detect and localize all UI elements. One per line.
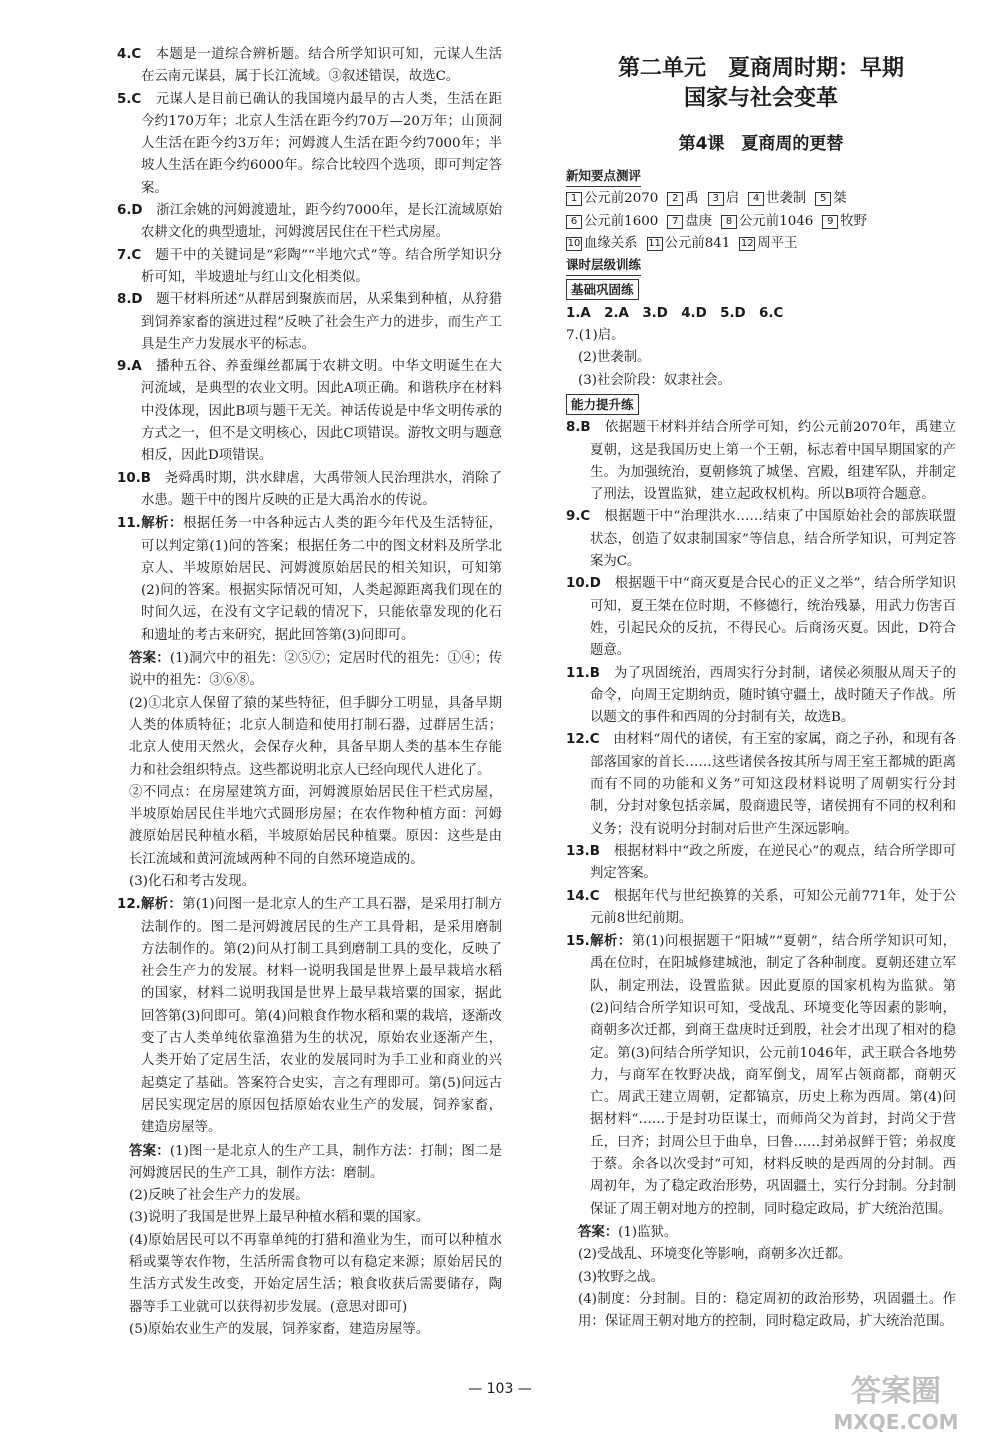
basic-answer-7-3: (3)社会阶段：奴隶社会。 bbox=[578, 372, 731, 388]
answer-12-part-5: (5)原始农业生产的发展，饲养家畜，建造房屋等。 bbox=[129, 1321, 430, 1337]
answer-15-part-3: (3)牧野之战。 bbox=[578, 1269, 664, 1285]
key-point-item: 6 公元前1600 bbox=[566, 211, 658, 233]
left-column bbox=[117, 44, 502, 1341]
section-new-knowledge: 新知要点测评 bbox=[566, 166, 956, 188]
answer-4: 4.C 本题是一道综合辨析题。结合所学知识可知，元谋人生活在云南元谋县，属于长江流域。③叙述错误，故选C。 bbox=[117, 47, 503, 85]
key-point-item: 1 公元前2070 bbox=[566, 188, 658, 210]
key-point-item: 7 盘庚 bbox=[667, 211, 712, 233]
answer-6: 6.D 浙江余姚的河姆渡遗址，距今约7000年，是长江流域原始农耕文化的典型遗址，河姆渡居民住在干栏式房屋。 bbox=[117, 203, 503, 241]
answer-15-part-4: (4)制度：分封制。目的：稳定周初的政治形势，巩固疆土。作用：保证周王朝对地方的控制，同时稳定政局，扩大统治范围。 bbox=[578, 1291, 956, 1330]
ability-answer-15-analysis: 15.解析：第(1)问根据题干“阳城”“夏朝”，结合所学知识可知，禹在位时，在阳城修建城池，制定了各种制度。夏朝还建立军队，制定刑法，设置监狱。因此夏原的国家机构为监狱。第(2)问结合所学知识可知，受战乱、环境变化等因素的影响，商朝多次迁都，到商王盘庚时迁到殷，社会才出现了相对的稳定。第(3)问结合所学知识，公元前1046年，武王联合各地势力，与商军在牧野决战，商军倒戈，周军占领商都，商朝灭亡。周武王建立周朝，定都镐京，历史上称为西周。第(4)问据材料“……于是封功臣谋士，而师尚父为首封，封尚父于营丘，曰齐；封周公旦于曲阜，曰鲁……封弟叔鲜于管；弟叔度于蔡。余各以次受封”可知，材料反映的是西周的分封制。西周初年，为了稳定政治形势，巩固疆土，实行分封制。分封制保证了周王朝对地方的控制，同时稳定政局，扩大统治范围。 bbox=[566, 933, 957, 1217]
answer-15-part-1: 答案：(1)监狱。 bbox=[578, 1223, 678, 1240]
answer-11-analysis: 11.解析：根据任务一中各种远古人类的距今年代及生活特征，可以判定第(1)问的答案；根据任务二中的图文材料及所学北京人、半坡原始居民、河姆渡原始居民的相关知识，可知第(2)问的答案。根据实际情况可知，人类起源距离我们现在的时间久远，在没有文字记载的情况下，只能依靠发现的化石和遗址的考古来研究，据此回答第(3)问即可。 bbox=[117, 515, 503, 643]
answer-12-part-3: (3)说明了我国是世界上最早种植水稻和粟的国家。 bbox=[129, 1210, 430, 1226]
key-points-grid bbox=[566, 188, 956, 255]
answer-5: 5.C 元谋人是目前已确认的我国境内最早的古人类，生活在距今约170万年；北京人生活在距今约70万—20万年；山顶洞人生活在距今约3万年；河姆渡人生活在距今约7000年；半坡人生活在距今约6000年。综合比较四个选项，即可判定答案。 bbox=[117, 91, 503, 196]
section-basic-practice: 基础巩固练 bbox=[566, 277, 956, 302]
key-point-item: 11 公元前841 bbox=[648, 235, 731, 251]
answer-12-part-2: (2)反映了社会生产力的发展。 bbox=[129, 1188, 309, 1204]
answer-11-part-2b: ②不同点：在房屋建筑方面，河姆渡原始居民住干栏式房屋，半坡原始居民住半地穴式圆形房屋；在农作物种植方面：河姆渡原始居民种植水稻，半坡原始居民种植粟。原因：这些是由长江流域和黄河流域两种不同的自然环境造成的。 bbox=[129, 784, 502, 867]
key-point-item: 5 桀 bbox=[815, 188, 846, 210]
watermark-url: MXQE.COM bbox=[833, 1410, 959, 1434]
key-point-item: 9 牧野 bbox=[822, 211, 867, 233]
ability-answer-8: 8.B 依据题干材料并结合所学可知，约公元前2070年，禹建立夏朝，这是我国历史上第一个王朝，标志着中国早期国家的产生。为加强统治，夏朝修筑了城堡、宫殿，组建军队，并制定了刑法，设置监狱，建立起政权机构。所以B项符合题意。 bbox=[566, 420, 957, 503]
answer-10: 10.B 尧舜禹时期，洪水肆虐，大禹带领人民治理洪水，消除了水患。题干中的图片反映的正是大禹治水的传说。 bbox=[117, 470, 503, 508]
ability-answer-10: 10.D 根据题干中“商灭夏是合民心的正义之举”，结合所学知识可知，夏王桀在位时期，不修德行，统治残暴，用武力伤害百姓，引起民众的反抗，不得民心。后商汤灭夏。因此，D符合题意。 bbox=[566, 576, 956, 659]
unit-title: 第二单元 夏商周时期：早期 国家与社会变革 bbox=[617, 56, 904, 111]
answer-11-part-2a: (2)①北京人保留了猿的某些特征，但手脚分工明显，具备早期人类的体质特征；北京人制造和使用打制石器，过群居生活；北京人使用天然火，会保存火种，具备早期人类的基本生存能力和社会组织特点。这些都说明北京人已经向现代人进化了。 bbox=[129, 695, 502, 778]
section-lesson-training: 课时层级训练 bbox=[566, 255, 956, 277]
key-point-item: 3 启 bbox=[708, 188, 739, 210]
ability-answer-14: 14.C 根据年代与世纪换算的关系，可知公元前771年，处于公元前8世纪前期。 bbox=[566, 888, 956, 926]
answer-12-solution bbox=[117, 1140, 502, 1342]
answer-12-analysis: 12.解析：第(1)问图一是北京人的生产工具石器，是采用打制方法制作的。图二是河姆渡居民的生产工具骨耜，是采用磨制方法制作的。第(2)问从打制工具到磨制工具的变化，反映了社会生产力的发展。材料一说明我国是世界上最早栽培水稻的国家，材料二说明我国是世界上最早栽培粟的国家，据此回答第(3)问即可。第(4)问粮食作物水稻和粟的栽培，逐渐改变了古人类单纯依靠渔猎为生的状况，原始农业逐渐产生，人类开始了定居生活，农业的发展同时为手工业和商业的兴起奠定了基础。答案符合史实，言之有理即可。第(5)问远古居民实现定居的原因包括原始农业生产的发展，饲养家畜，建造房屋等。 bbox=[117, 896, 503, 1136]
ability-answer-12: 12.C 由材料“周代的诸侯，有王室的家属，商之子孙，和现有各部落国家的首长……这些诸侯各按其所与周王室王都城的距离而有不同的功能和义务”可知这段材料说明了周朝实行分封制，分封对象包括亲属，殷商遗民等，诸侯拥有不同的权利和义务；没有说明分封制对后世产生深远影响。 bbox=[566, 732, 956, 837]
answer-11-solution bbox=[117, 647, 502, 893]
key-point-item: 8 公元前1046 bbox=[721, 211, 813, 233]
key-point-item: 2 禹 bbox=[667, 188, 698, 210]
key-point-item: 4 世袭制 bbox=[748, 188, 806, 210]
section-ability-practice: 能力提升练 bbox=[566, 392, 956, 417]
answer-15-part-2: (2)受战乱、环境变化等影响，商朝多次迁都。 bbox=[578, 1247, 852, 1263]
ability-answer-13: 13.B 根据材料中“政之所废，在逆民心”的观点，结合所学即可判定答案。 bbox=[566, 843, 956, 882]
page-number: — 103 — bbox=[468, 1381, 532, 1397]
key-point-item: 10 血缘关系 bbox=[567, 235, 638, 251]
answer-8: 8.D 题干材料所述“从群居到聚族而居，从采集到种植，从狩猎到饲养家畜的演进过程”反映了社会生产力的进步，而生产工具是生产力发展水平的标志。 bbox=[117, 292, 502, 352]
ability-answer-9: 9.C 根据题干中“治理洪水……结束了中国原始社会的部族联盟状态，创造了奴隶制国家”等信息，结合所学知识，可判定答案为C。 bbox=[566, 509, 956, 570]
basic-answer-7-2: (2)世袭制。 bbox=[578, 350, 651, 366]
basic-answer-7-1: 7.(1)启。 bbox=[566, 328, 625, 344]
right-column bbox=[566, 44, 956, 1333]
answer-7: 7.C 题干中的关键词是“彩陶”“半地穴式”等。结合所学知识分析可知，半坡遗址与红山文化相类似。 bbox=[117, 247, 502, 285]
watermark-text: 答案圈 bbox=[851, 1374, 941, 1409]
lesson-title: 第4课 夏商周的更替 bbox=[678, 134, 844, 154]
watermark-logo bbox=[806, 1365, 986, 1435]
answer-9: 9.A 播种五谷、养蚕缫丝都属于农耕文明。中华文明诞生在大河流域，是典型的农业文明。因此A项正确。和谐秩序在材料中没体现，因此B项与题干无关。神话传说是中华文明传承的方式之一，但不是文明核心，因此C项错误。游牧文明与题意相反，因此D项错误。 bbox=[117, 359, 503, 464]
ability-answer-15-solution bbox=[566, 1221, 956, 1333]
key-point-item: 12 周平王 bbox=[740, 235, 798, 251]
answer-12-part-1: 答案：(1)图一是北京人的生产工具，制作方法：打制；图二是河姆渡居民的生产工具，制作方法：磨制。 bbox=[129, 1142, 503, 1181]
answer-11-part-1: 答案：(1)洞穴中的祖先：②⑤⑦；定居时代的祖先：①④；传说中的祖先：③⑥⑧。 bbox=[129, 650, 503, 689]
answer-11-part-3: (3)化石和考古发现。 bbox=[129, 873, 256, 889]
answer-12-part-4: (4)原始居民可以不再靠单纯的打猎和渔业为生，而可以种植水稻或粟等农作物，生活所需食物可以有稳定来源；原始居民的生活方式发生改变，开始定居生活；粮食收获后需要储存，陶器等手工业就可以获得初步发展。(意思对即可) bbox=[129, 1232, 502, 1315]
ability-answer-11: 11.B 为了巩固统治，西周实行分封制，诸侯必须服从周天子的命令，向周王定期纳贡，随时镇守疆土，战时随天子作战。所以题文的事件和西周的分封制有关，故选B。 bbox=[566, 665, 956, 726]
basic-answers: 1.A 2.A 3.D 4.D 5.D 6.C bbox=[566, 305, 784, 321]
